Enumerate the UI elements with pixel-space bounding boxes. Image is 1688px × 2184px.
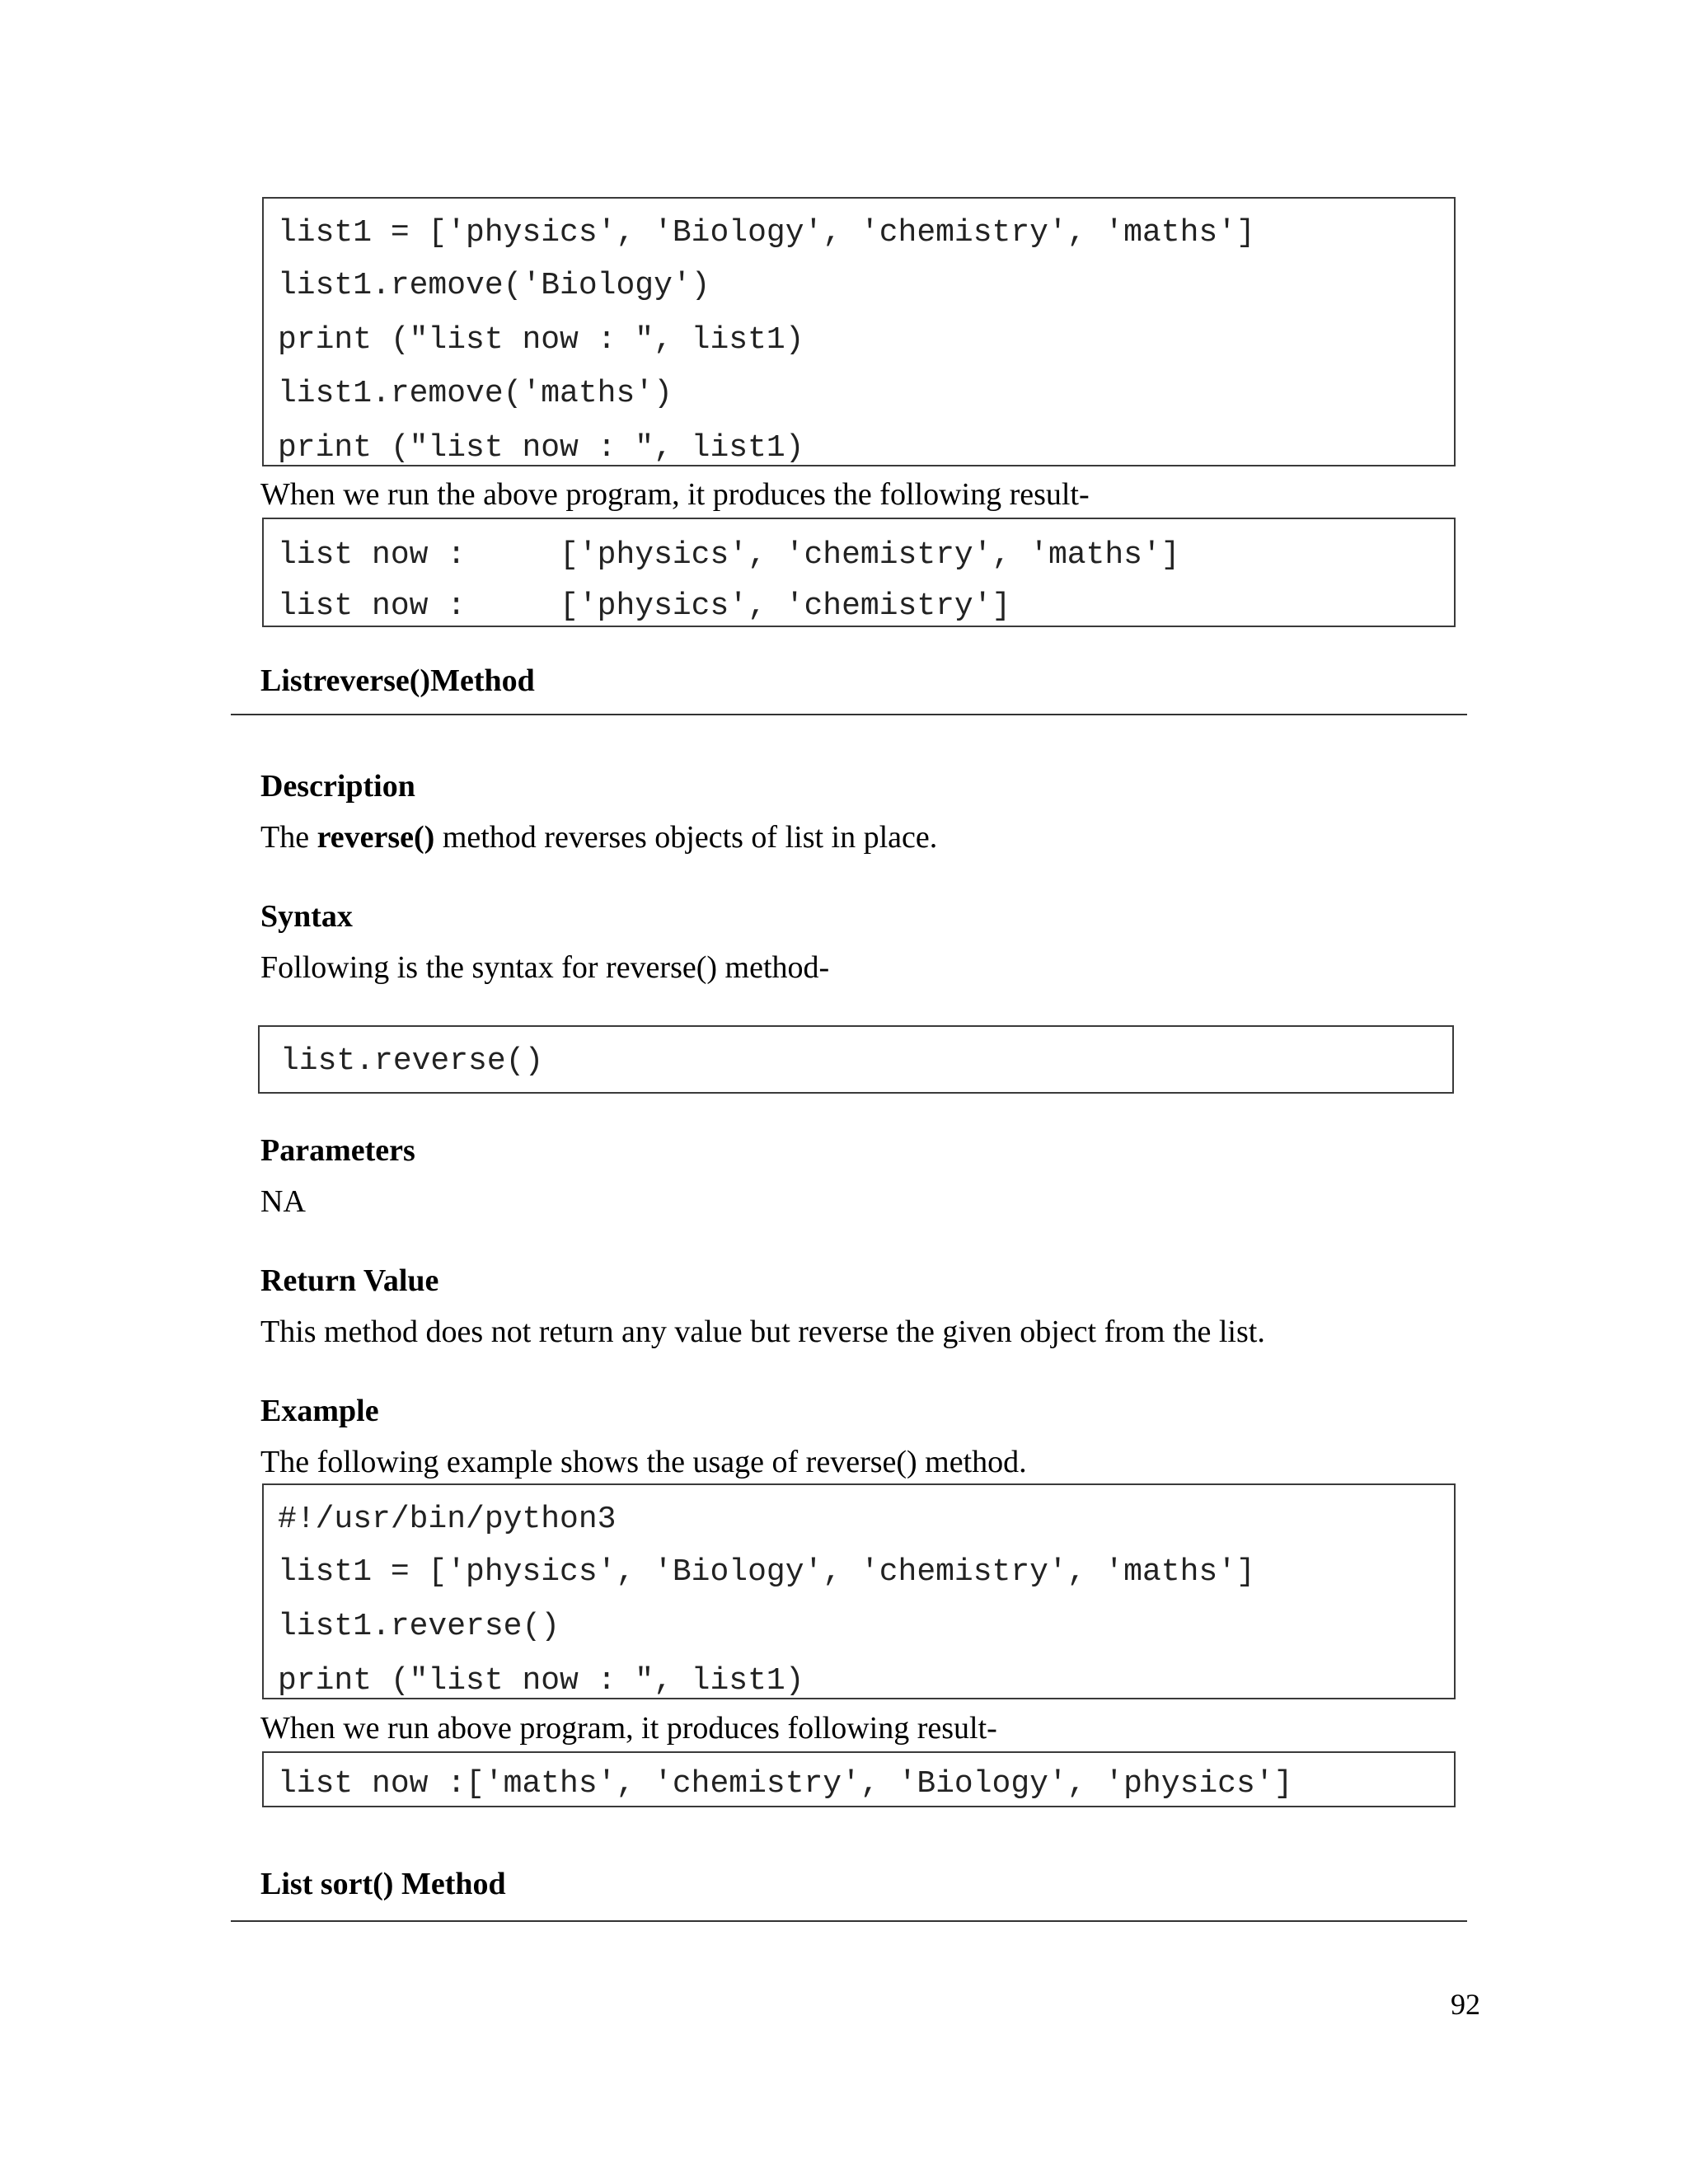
page-number: 92 [1451, 1988, 1480, 2021]
code-line: list1 = ['physics', 'Biology', 'chemistry', 'maths'] [278, 1554, 1255, 1590]
description-text [260, 819, 937, 855]
return-value-heading: Return Value [260, 1263, 439, 1298]
code-line: list1.reverse() [278, 1609, 560, 1644]
code-block-remove-example [262, 197, 1456, 466]
syntax-code-block [258, 1025, 1454, 1094]
syntax-text: Following is the syntax for reverse() method- [260, 950, 830, 985]
syntax-code-line: list.reverse() [280, 1043, 544, 1079]
section-divider [231, 1920, 1467, 1922]
result-intro-text: When we run above program, it produces following result- [260, 1711, 997, 1746]
output-line: list now :['maths', 'chemistry', 'Biology', 'physics'] [278, 1766, 1293, 1802]
description-method-name: reverse() [316, 820, 435, 855]
output-block-reverse [262, 1751, 1456, 1807]
code-line: #!/usr/bin/python3 [278, 1502, 617, 1537]
description-suffix: method reverses objects of list in place. [434, 820, 938, 855]
example-heading: Example [260, 1394, 379, 1428]
code-line: print ("list now : ", list1) [278, 322, 804, 358]
return-value-text: This method does not return any value but reverse the given object from the list. [260, 1315, 1265, 1349]
code-line: list1.remove('maths') [278, 376, 673, 411]
output-line: list now : ['physics', 'chemistry'] [278, 588, 1011, 624]
section-divider [231, 714, 1467, 715]
code-line: list1.remove('Biology') [278, 268, 710, 303]
result-intro-text: When we run the above program, it produces the following result- [260, 477, 1090, 512]
description-prefix: The [260, 820, 317, 855]
output-block-remove [262, 518, 1456, 627]
section-title-sort: List sort() Method [260, 1867, 506, 1901]
example-text: The following example shows the usage of reverse() method. [260, 1445, 1027, 1479]
description-heading: Description [260, 769, 415, 804]
output-line: list now : ['physics', 'chemistry', 'maths'] [278, 537, 1180, 573]
syntax-heading: Syntax [260, 899, 353, 934]
code-line: list1 = ['physics', 'Biology', 'chemistry', 'maths'] [278, 215, 1255, 251]
code-line: print ("list now : ", list1) [278, 430, 804, 466]
code-line: print ("list now : ", list1) [278, 1663, 804, 1699]
parameters-heading: Parameters [260, 1133, 415, 1168]
code-block-reverse-example [262, 1483, 1456, 1699]
section-title-reverse: Listreverse()Method [260, 663, 535, 698]
parameters-text: NA [260, 1184, 306, 1219]
